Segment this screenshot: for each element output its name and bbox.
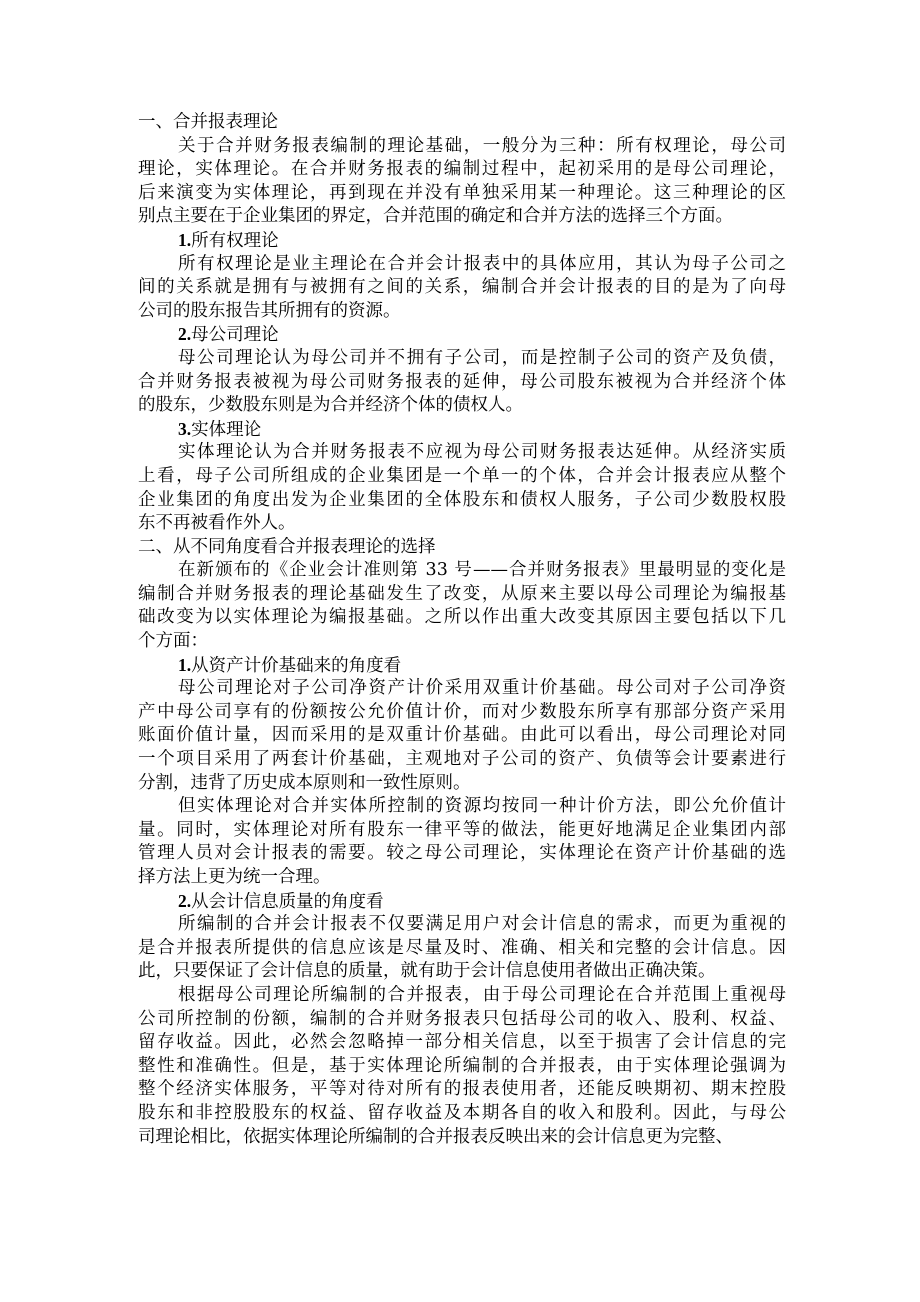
section-heading: 二、从不同角度看合并报表理论的选择: [138, 536, 436, 557]
subsection-number: 1.: [178, 654, 192, 675]
paragraph-line: 实体理论认为合并财务报表不应视为母公司财务报表达延伸。从经济实质: [178, 442, 786, 463]
paragraph: [138, 677, 786, 795]
paragraph: [138, 253, 786, 324]
subsection-number: 3.: [178, 418, 192, 439]
paragraph-line: 根据母公司理论所编制的合并报表，由于母公司理论在合并范围上重视母: [178, 984, 786, 1005]
paragraph-line: 后来演变为实体理论，再到现在并没有单独采用某一种理论。这三种理论的区: [138, 182, 786, 203]
subsection-title: 从资产计价基础来的角度看: [191, 655, 402, 676]
paragraph-line: 间的关系就是拥有与被拥有之间的关系，编制合并会计报表的目的是为了向母: [138, 277, 786, 298]
paragraph-line: 公司所控制的份额，编制的合并财务报表只包括母公司的收入、股利、权益、: [138, 1008, 786, 1029]
paragraph: [138, 347, 786, 418]
paragraph-line: 司理论相比，依据实体理论所编制的合并报表反映出来的会计信息更为完整、: [138, 1126, 733, 1147]
document-page: [138, 111, 786, 1149]
paragraph-line: 理论，实体理论。在合并财务报表的编制过程中，起初采用的是母公司理论，: [138, 159, 786, 180]
paragraph-line: 所有权理论是业主理论在合并会计报表中的具体应用，其认为母子公司之: [178, 253, 786, 274]
paragraph-line: 是合并报表所提供的信息应该是尽量及时、准确、相关和完整的会计信息。因: [138, 937, 786, 958]
paragraph-line: 整性和准确性。但是，基于实体理论所编制的合并报表，由于实体理论强调为: [138, 1055, 786, 1076]
paragraph-line: 留存收益。因此，必然会忽略掉一部分相关信息，以至于损害了会计信息的完: [138, 1032, 786, 1053]
paragraph-line: 个方面：: [138, 631, 208, 652]
paragraph-line: 企业集团的角度出发为企业集团的全体股东和债权人服务，子公司少数股权股: [138, 489, 786, 510]
subsection-title: 从会计信息质量的角度看: [191, 891, 384, 912]
paragraph-line: 别点主要在于企业集团的界定，合并范围的确定和合并方法的选择三个方面。: [138, 206, 733, 227]
subsection-title: 母公司理论: [191, 325, 279, 346]
subsection-number: 2.: [178, 890, 192, 911]
subsection-number: 2.: [178, 324, 192, 345]
paragraph-line: 在新颁布的《企业会计准则第 33 号——合并财务报表》里最明显的变化是: [178, 560, 786, 581]
paragraph-line: 母公司理论对子公司净资产计价采用双重计价基础。母公司对子公司净资: [178, 678, 786, 699]
paragraph-line: 东不再被看作外人。: [138, 513, 296, 534]
subsection-number: 1.: [178, 229, 192, 250]
subsection-heading: [138, 890, 786, 914]
paragraph-line: 一个项目采用了两套计价基础，主观地对子公司的资产、负债等会计要素进行: [138, 749, 786, 770]
subsection-heading: [138, 418, 786, 442]
section-heading: 一、合并报表理论: [138, 112, 278, 132]
paragraph-line: 关于合并财务报表编制的理论基础，一般分为三种：所有权理论，母公司: [178, 135, 786, 156]
paragraph-line: 股东和非控股股东的权益、留存收益及本期各自的收入和股利。因此，与母公: [138, 1102, 786, 1123]
paragraph: [138, 795, 786, 889]
paragraph-line: 但实体理论对合并实体所控制的资源均按同一种计价方法，即公允价值计: [178, 796, 786, 817]
paragraph: [138, 913, 786, 984]
paragraph-line: 整个经济实体服务，平等对待对所有的报表使用者，还能反映期初、期末控股: [138, 1079, 786, 1100]
paragraph-line: 账面价值计量，因而采用的是双重计价基础。由此可以看出，母公司理论对同: [138, 725, 786, 746]
paragraph-line: 础改变为以实体理论为编报基础。之所以作出重大改变其原因主要包括以下几: [138, 607, 786, 628]
paragraph-line: 的股东，少数股东则是为合并经济个体的债权人。: [138, 395, 523, 416]
paragraph-line: 管理人员对会计报表的需要。较之母公司理论，实体理论在资产计价基础的选: [138, 843, 786, 864]
subsection-title: 实体理论: [191, 419, 262, 440]
paragraph-line: 母公司理论认为母公司并不拥有子公司，而是控制子公司的资产及负债，: [178, 347, 786, 368]
subsection-heading: [138, 323, 786, 347]
paragraph-line: 产中母公司享有的份额按公允价值计价，而对少数股东所享有那部分资产采用: [138, 701, 786, 722]
paragraph-line: 公司的股东报告其所拥有的资源。: [138, 300, 401, 321]
paragraph: [138, 984, 786, 1149]
paragraph: [138, 135, 786, 229]
paragraph: [138, 559, 786, 653]
paragraph-line: 上看，母子公司所组成的企业集团是一个单一的个体，合并会计报表应从整个: [138, 465, 786, 486]
paragraph-line: 量。同时，实体理论对所有股东一律平等的做法，能更好地满足企业集团内部: [138, 819, 786, 840]
paragraph-line: 择方法上更为统一合理。: [138, 867, 331, 887]
subsection-title: 所有权理论: [191, 230, 279, 251]
paragraph-line: 分割，违背了历史成本原则和一致性原则。: [138, 772, 471, 793]
paragraph: [138, 441, 786, 535]
paragraph-line: 合并财务报表被视为母公司财务报表的延伸，母公司股东被视为合并经济个体: [138, 371, 786, 392]
subsection-heading: [138, 229, 786, 253]
subsection-heading: [138, 654, 786, 678]
paragraph-line: 编制合并财务报表的理论基础发生了改变，从原来主要以母公司理论为编报基: [138, 583, 786, 604]
paragraph-line: 此，只要保证了会计信息的质量，就有助于会计信息使用者做出正确决策。: [138, 961, 716, 982]
paragraph-line: 所编制的合并会计报表不仅要满足用户对会计信息的需求，而更为重视的: [178, 914, 786, 935]
